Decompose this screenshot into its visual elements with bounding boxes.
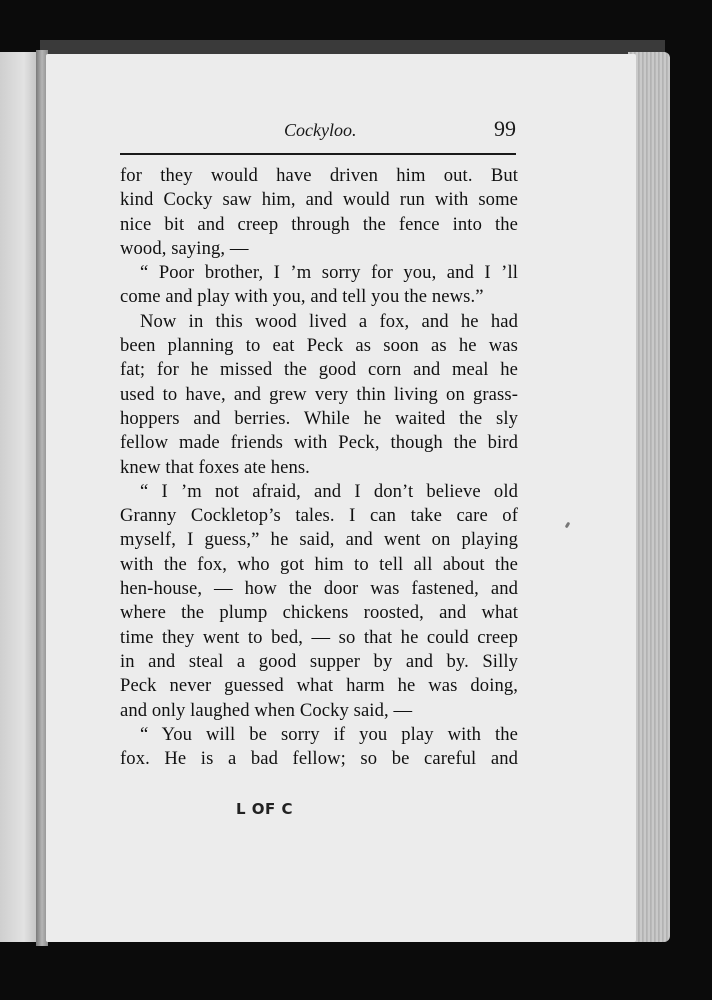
- text-line: and only laughed when Cocky said, —: [120, 699, 413, 721]
- text-line: Now in this wood lived a fox, and he had: [140, 310, 518, 332]
- running-title: Cockyloo.: [284, 120, 357, 140]
- text-line: been planning to eat Peck as soon as he was: [120, 335, 518, 357]
- text-line: Granny Cockletop’s tales. I can take care of: [120, 505, 518, 527]
- text-line: fox. He is a bad fellow; so be careful and: [120, 748, 518, 770]
- body-text: [120, 164, 518, 771]
- text-line: come and play with you, and tell you the news.”: [120, 286, 484, 308]
- left-page-edge: [0, 52, 40, 942]
- text-line: kind Cocky saw him, and would run with some: [120, 189, 518, 211]
- library-stamp: L OF C: [236, 800, 294, 818]
- text-line: for they would have driven him out. But: [120, 165, 518, 186]
- book-cover-edge: [40, 40, 665, 54]
- text-line: knew that foxes ate hens.: [120, 456, 310, 478]
- text-line: with the fox, who got him to tell all about the: [120, 553, 518, 575]
- text-line: Peck never guessed what harm he was doing,: [120, 675, 518, 697]
- text-line: “ Poor brother, I ’m sorry for you, and I ’ll: [140, 262, 518, 284]
- text-line: nice bit and creep through the fence into the: [120, 213, 518, 235]
- text-line: hoppers and berries. While he waited the sly: [120, 407, 518, 429]
- text-line: wood, saying, —: [120, 237, 249, 259]
- text-line: fellow made friends with Peck, though the bird: [120, 432, 518, 454]
- text-line: hen-house, — how the door was fastened, and: [120, 578, 518, 600]
- text-line: fat; for he missed the good corn and meal he: [120, 359, 518, 381]
- text-line: time they went to bed, — so that he could creep: [120, 626, 518, 648]
- header-rule: [120, 153, 516, 155]
- text-line: in and steal a good supper by and by. Silly: [120, 650, 518, 672]
- text-line: “ You will be sorry if you play with the: [140, 723, 518, 745]
- page-number: 99: [494, 116, 516, 141]
- text-line: “ I ’m not afraid, and I don’t believe old: [140, 480, 518, 502]
- text-line: myself, I guess,” he said, and went on playing: [120, 529, 518, 551]
- text-line: used to have, and grew very thin living on grass-: [120, 383, 518, 405]
- text-line: where the plump chickens roosted, and what: [120, 602, 518, 624]
- page-header: [120, 116, 516, 146]
